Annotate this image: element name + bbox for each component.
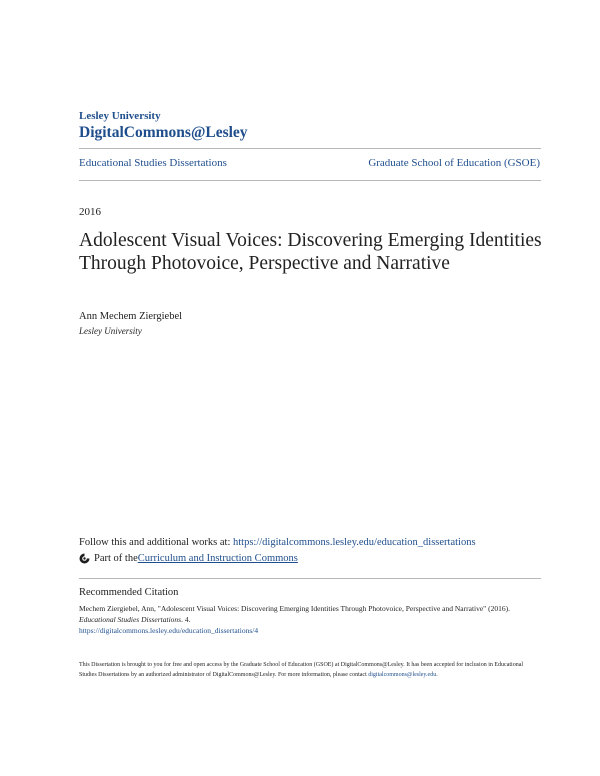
creative-commons-icon: [79, 553, 90, 564]
contact-email-link[interactable]: digitalcommons@lesley.edu: [368, 672, 437, 678]
follow-prefix: Follow this and additional works at:: [79, 537, 233, 548]
publication-year: 2016: [79, 206, 101, 218]
header-divider-top: [79, 148, 541, 149]
recommended-citation-heading: Recommended Citation: [79, 587, 179, 598]
citation-text: [79, 603, 541, 636]
paper-title: Adolescent Visual Voices: Discovering Emerging Identities Through Photovoice, Perspective and Narrative: [79, 230, 542, 274]
follow-line: [79, 537, 476, 548]
collection-url-link[interactable]: https://digitalcommons.lesley.edu/education_dissertations: [233, 537, 476, 548]
commons-link[interactable]: Curriculum and Instruction Commons: [137, 553, 298, 564]
school-link[interactable]: Graduate School of Education (GSOE): [368, 157, 540, 169]
series-link[interactable]: Educational Studies Dissertations: [79, 157, 227, 169]
notice-end: .: [436, 672, 438, 678]
citation-divider: [79, 578, 541, 579]
part-of-prefix: Part of the: [94, 553, 138, 564]
citation-number: . 4.: [181, 615, 191, 624]
notice-text: This Dissertation is brought to you for free and open access by the Graduate School of Education (GSOE) at DigitalCommons@Lesley. It has been accepted for inclusion in Educational Studies Dissertations by an authorized administrator of DigitalCommons@Lesley. For more information, please contact: [79, 662, 524, 678]
access-notice: [79, 660, 541, 680]
part-of-line: [79, 553, 298, 564]
citation-main: Mechem Ziergiebel, Ann, "Adolescent Visual Voices: Discovering Emerging Identities Through Photovoice, Perspective and Narrative" (2016).: [79, 604, 510, 613]
header-divider-bottom: [79, 180, 541, 181]
repository-header: [79, 110, 248, 142]
university-name: Lesley University: [79, 110, 161, 122]
repository-name[interactable]: DigitalCommons@Lesley: [79, 124, 248, 141]
citation-series: Educational Studies Dissertations: [79, 615, 182, 624]
citation-url-link[interactable]: https://digitalcommons.lesley.edu/education_dissertations/4: [79, 626, 259, 635]
author-name: Ann Mechem Ziergiebel: [79, 311, 183, 322]
author-affiliation: Lesley University: [79, 326, 142, 336]
